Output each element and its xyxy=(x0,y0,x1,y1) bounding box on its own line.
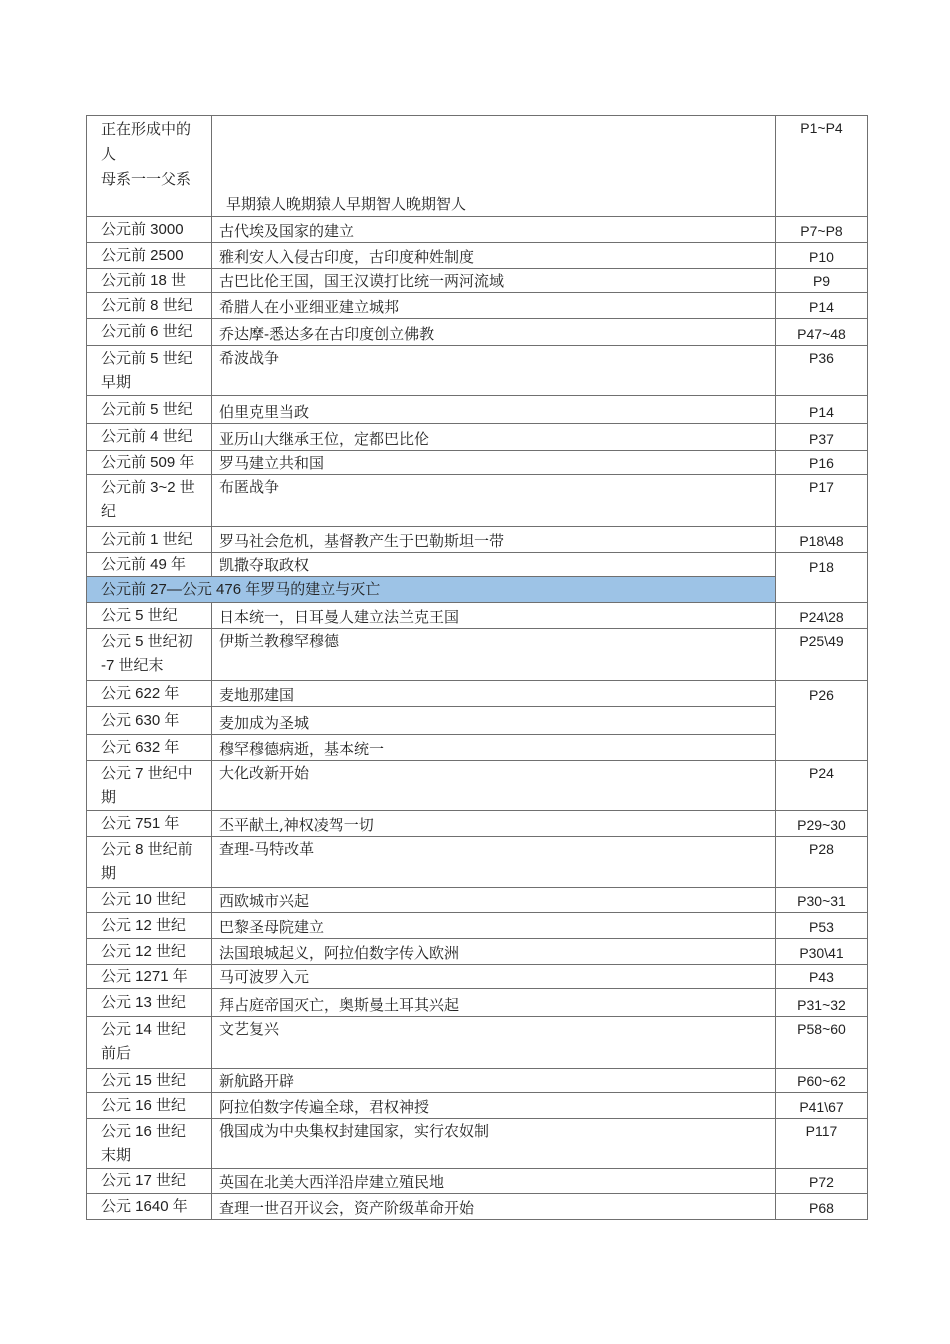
table-row xyxy=(87,1194,868,1220)
date-text: 纪 xyxy=(101,503,117,520)
table-row xyxy=(87,761,868,811)
table-row xyxy=(87,939,868,965)
page-cell: P29~30 xyxy=(776,811,868,837)
event-cell: 日本统一，日耳曼人建立法兰克王国 xyxy=(212,603,776,629)
date-cell xyxy=(87,761,212,811)
date-cell xyxy=(87,1093,212,1119)
event-cell: 法国琅城起义，阿拉伯数字传入欧洲 xyxy=(212,939,776,965)
date-text: 公元 632 年 xyxy=(101,738,180,756)
table-row xyxy=(87,396,868,424)
table-row xyxy=(87,1119,868,1169)
date-text: 公元前 49 年 xyxy=(101,555,187,573)
date-text: 末期 xyxy=(101,1147,132,1164)
event-cell: 俄国成为中央集权封建国家，实行农奴制 xyxy=(212,1119,776,1169)
page-cell: P36 xyxy=(776,346,868,396)
page-cell: P30\41 xyxy=(776,939,868,965)
date-cell xyxy=(87,735,212,761)
date-cell xyxy=(87,913,212,939)
event-cell: 伯里克里当政 xyxy=(212,396,776,424)
page-cell: P24 xyxy=(776,761,868,811)
date-text: 公元前 5 世纪 xyxy=(101,350,193,367)
date-text: 公元 12 世纪 xyxy=(101,916,187,934)
event-cell: 伊斯兰教穆罕穆德 xyxy=(212,629,776,681)
page-cell: P60~62 xyxy=(776,1069,868,1093)
table-row xyxy=(87,346,868,396)
event-cell: 早期猿人晚期猿人早期智人晚期智人 xyxy=(212,116,776,217)
event-cell: 罗马建立共和国 xyxy=(212,451,776,475)
page-cell: P41\67 xyxy=(776,1093,868,1119)
page-cell: P9 xyxy=(776,269,868,293)
table-row xyxy=(87,1069,868,1093)
date-cell xyxy=(87,681,212,707)
date-text: 公元 15 世纪 xyxy=(101,1071,187,1089)
date-text: 公元 5 世纪 xyxy=(101,606,178,624)
event-cell: 雅利安人入侵古印度，古印度种姓制度 xyxy=(212,243,776,269)
date-text: 公元前 3000 xyxy=(101,220,184,238)
event-cell: 希波战争 xyxy=(212,346,776,396)
date-text: 公元 751 年 xyxy=(101,814,180,832)
event-cell: 穆罕穆德病逝，基本统一 xyxy=(212,735,776,761)
date-text: 公元 14 世纪 xyxy=(101,1021,187,1038)
date-cell xyxy=(87,965,212,989)
date-text: 母系一一父系 xyxy=(101,171,192,188)
event-cell: 巴黎圣母院建立 xyxy=(212,913,776,939)
date-cell xyxy=(87,243,212,269)
page-cell: P53 xyxy=(776,913,868,939)
date-text: 公元前 2500 xyxy=(101,246,184,264)
table-row xyxy=(87,811,868,837)
date-text: 公元前 8 世纪 xyxy=(101,296,193,314)
page-cell: P18\48 xyxy=(776,527,868,553)
date-cell xyxy=(87,1119,212,1169)
table-row xyxy=(87,451,868,475)
date-text: 公元前 3~2 世 xyxy=(101,479,195,496)
page-cell: P68 xyxy=(776,1194,868,1220)
timeline-body xyxy=(87,116,868,1220)
table-row xyxy=(87,475,868,527)
date-cell xyxy=(87,1194,212,1220)
date-cell xyxy=(87,346,212,396)
date-text: 期 xyxy=(101,865,117,882)
date-text: 公元前 4 世纪 xyxy=(101,428,193,445)
date-text: 公元 630 年 xyxy=(101,711,180,729)
date-cell xyxy=(87,1069,212,1093)
table-row xyxy=(87,888,868,913)
date-text: -7 世纪末 xyxy=(101,657,164,674)
table-row xyxy=(87,735,868,761)
date-cell xyxy=(87,1169,212,1194)
table-row xyxy=(87,527,868,553)
date-cell xyxy=(87,707,212,735)
event-cell: 大化改新开始 xyxy=(212,761,776,811)
date-text: 公元 17 世纪 xyxy=(101,1172,187,1189)
date-cell xyxy=(87,553,212,577)
date-text: 公元 10 世纪 xyxy=(101,891,187,908)
event-cell: 罗马社会危机，基督教产生于巴勒斯坦一带 xyxy=(212,527,776,553)
date-cell xyxy=(87,293,212,319)
event-cell: 马可波罗入元 xyxy=(212,965,776,989)
highlight-cell: 公元前 27—公元 476 年罗马的建立与灭亡 xyxy=(87,577,776,603)
event-cell: 麦加成为圣城 xyxy=(212,707,776,735)
event-cell: 希腊人在小亚细亚建立城邦 xyxy=(212,293,776,319)
event-cell: 新航路开辟 xyxy=(212,1069,776,1093)
date-text: 人 xyxy=(101,146,117,163)
date-text: 公元前 6 世纪 xyxy=(101,323,193,340)
date-cell xyxy=(87,989,212,1017)
event-cell: 乔达摩-悉达多在古印度创立佛教 xyxy=(212,319,776,346)
event-cell: 古代埃及国家的建立 xyxy=(212,217,776,243)
table-row xyxy=(87,293,868,319)
event-cell: 布匿战争 xyxy=(212,475,776,527)
table-row xyxy=(87,681,868,707)
table-row xyxy=(87,116,868,217)
date-text: 公元 622 年 xyxy=(101,684,180,702)
date-cell xyxy=(87,1017,212,1069)
table-row xyxy=(87,217,868,243)
table-row xyxy=(87,989,868,1017)
date-text: 公元 8 世纪前 xyxy=(101,841,193,858)
page-cell: P24\28 xyxy=(776,603,868,629)
date-text: 公元 16 世纪 xyxy=(101,1096,187,1114)
page-cell: P31~32 xyxy=(776,989,868,1017)
page-cell: P117 xyxy=(776,1119,868,1169)
table-row xyxy=(87,629,868,681)
page-cell: P28 xyxy=(776,837,868,888)
date-cell xyxy=(87,396,212,424)
date-text: 公元前 1 世纪 xyxy=(101,530,193,548)
table-row xyxy=(87,424,868,451)
page-cell: P7~P8 xyxy=(776,217,868,243)
date-text: 公元 13 世纪 xyxy=(101,993,187,1011)
date-cell xyxy=(87,217,212,243)
event-cell: 古巴比伦王国，国王汉谟打比统一两河流域 xyxy=(212,269,776,293)
table-row xyxy=(87,553,868,577)
date-text: 公元前 18 世 xyxy=(101,271,187,289)
page-cell: P14 xyxy=(776,293,868,319)
date-cell xyxy=(87,269,212,293)
page-cell: P72 xyxy=(776,1169,868,1194)
date-cell xyxy=(87,475,212,527)
date-cell xyxy=(87,424,212,451)
date-text: 公元前 509 年 xyxy=(101,453,195,471)
page-cell: P18 xyxy=(776,553,868,603)
page-cell: P43 xyxy=(776,965,868,989)
event-cell: 英国在北美大西洋沿岸建立殖民地 xyxy=(212,1169,776,1194)
date-text: 前后 xyxy=(101,1045,132,1062)
date-text: 公元 1271 年 xyxy=(101,967,188,985)
date-cell xyxy=(87,319,212,346)
date-cell xyxy=(87,888,212,913)
timeline-table xyxy=(86,115,868,1220)
event-cell: 阿拉伯数字传遍全球，君权神授 xyxy=(212,1093,776,1119)
date-cell xyxy=(87,527,212,553)
page-cell: P26 xyxy=(776,681,868,761)
table-row xyxy=(87,1169,868,1194)
table-row xyxy=(87,707,868,735)
date-text: 公元 16 世纪 xyxy=(101,1123,187,1140)
date-text: 公元 12 世纪 xyxy=(101,942,187,960)
table-row xyxy=(87,319,868,346)
date-cell xyxy=(87,837,212,888)
page-cell: P10 xyxy=(776,243,868,269)
table-row xyxy=(87,1017,868,1069)
date-cell xyxy=(87,116,212,217)
event-cell: 查理-马特改革 xyxy=(212,837,776,888)
table-row xyxy=(87,269,868,293)
date-text: 公元 1640 年 xyxy=(101,1197,188,1215)
table-row xyxy=(87,837,868,888)
date-text: 期 xyxy=(101,789,117,806)
event-cell: 丕平献土,神权凌驾一切 xyxy=(212,811,776,837)
page-cell: P30~31 xyxy=(776,888,868,913)
date-cell xyxy=(87,629,212,681)
table-row xyxy=(87,243,868,269)
page-cell: P16 xyxy=(776,451,868,475)
event-cell: 亚历山大继承王位，定都巴比伦 xyxy=(212,424,776,451)
page-cell: P25\49 xyxy=(776,629,868,681)
date-cell xyxy=(87,939,212,965)
event-cell: 西欧城市兴起 xyxy=(212,888,776,913)
event-cell: 麦地那建国 xyxy=(212,681,776,707)
date-text: 公元 7 世纪中 xyxy=(101,765,193,782)
event-cell: 查理一世召开议会，资产阶级革命开始 xyxy=(212,1194,776,1220)
page-cell: P47~48 xyxy=(776,319,868,346)
page-cell: P14 xyxy=(776,396,868,424)
date-text: 正在形成中的 xyxy=(101,121,192,138)
date-cell xyxy=(87,603,212,629)
event-cell: 凯撒夺取政权 xyxy=(212,553,776,577)
table-row xyxy=(87,965,868,989)
page-cell: P37 xyxy=(776,424,868,451)
date-cell xyxy=(87,451,212,475)
table-row xyxy=(87,1093,868,1119)
date-cell xyxy=(87,811,212,837)
date-text: 公元 5 世纪初 xyxy=(101,633,193,650)
date-text: 公元前 5 世纪 xyxy=(101,400,193,418)
table-row xyxy=(87,913,868,939)
event-cell: 文艺复兴 xyxy=(212,1017,776,1069)
event-cell: 拜占庭帝国灭亡，奥斯曼土耳其兴起 xyxy=(212,989,776,1017)
table-row xyxy=(87,577,868,603)
page-cell: P17 xyxy=(776,475,868,527)
page-cell: P58~60 xyxy=(776,1017,868,1069)
date-text: 早期 xyxy=(101,374,132,391)
table-row xyxy=(87,603,868,629)
page-cell: P1~P4 xyxy=(776,116,868,217)
